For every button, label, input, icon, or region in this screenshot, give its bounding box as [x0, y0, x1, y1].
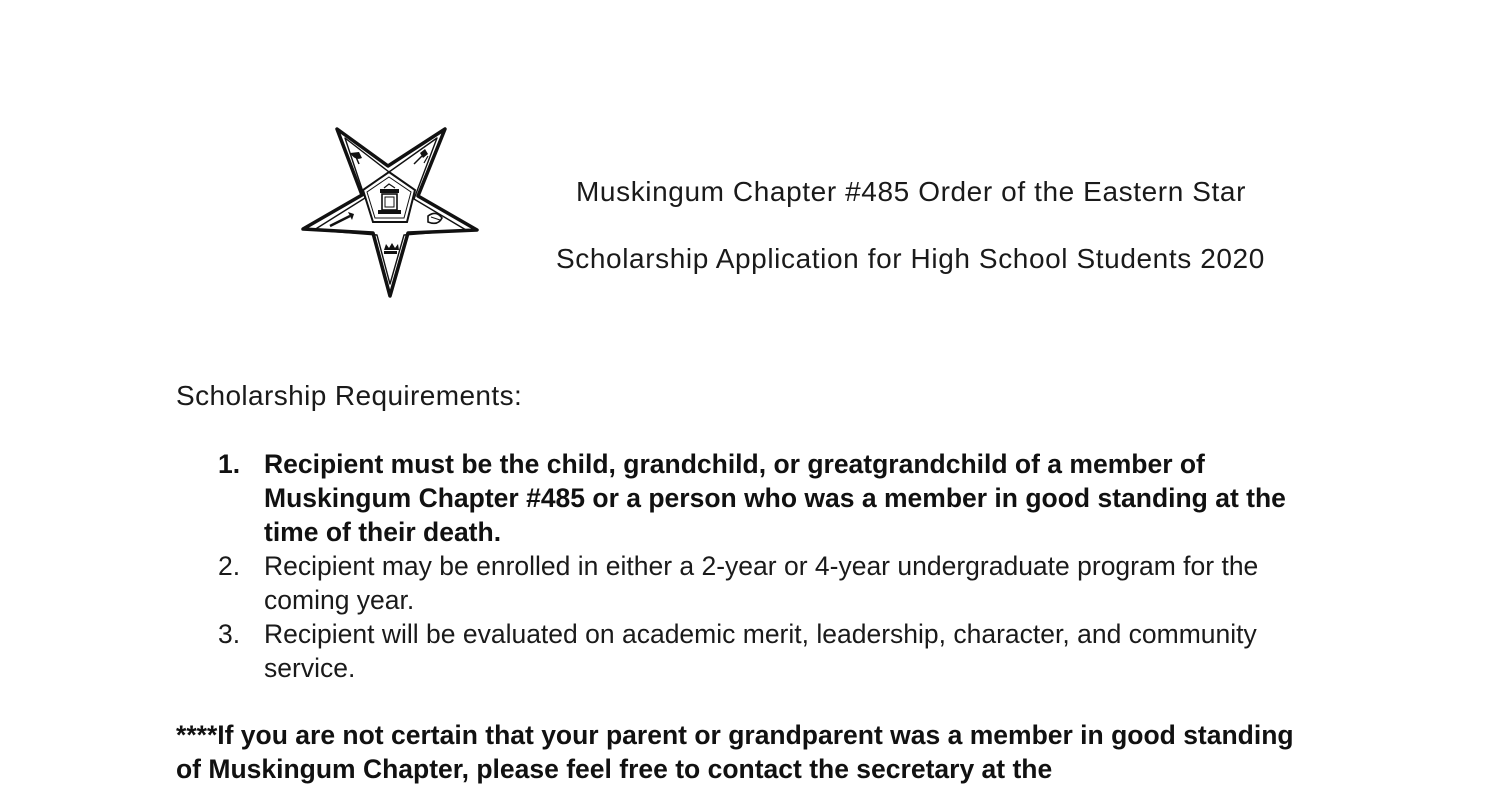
- requirement-number: 1.: [218, 449, 241, 479]
- requirement-item-1: [218, 447, 1328, 549]
- requirements-heading: Scholarship Requirements:: [176, 380, 523, 411]
- requirement-number: 2.: [218, 551, 241, 581]
- requirements-list: [218, 447, 1328, 685]
- requirement-item-3: [218, 617, 1328, 685]
- eastern-star-emblem-icon: [300, 126, 480, 298]
- document-subtitle: Scholarship Application for High School Students 2020: [556, 243, 1265, 274]
- requirement-text: Recipient may be enrolled in either a 2-year or 4-year undergraduate program for the coming year.: [264, 551, 1259, 615]
- requirement-text: Recipient must be the child, grandchild, or greatgrandchild of a member of Muskingum Chapter #485 or a person who was a member in good standing at the time of their death.: [264, 449, 1286, 547]
- document-title: Muskingum Chapter #485 Order of the Eastern Star: [576, 176, 1247, 207]
- requirement-number: 3.: [218, 619, 241, 649]
- requirement-item-2: [218, 549, 1328, 617]
- requirement-text: Recipient will be evaluated on academic merit, leadership, character, and community service.: [264, 619, 1257, 683]
- membership-note: ****If you are not certain that your parent or grandparent was a member in good standing of Muskingum Chapter, please feel free to contact the secretary at the: [176, 720, 1294, 784]
